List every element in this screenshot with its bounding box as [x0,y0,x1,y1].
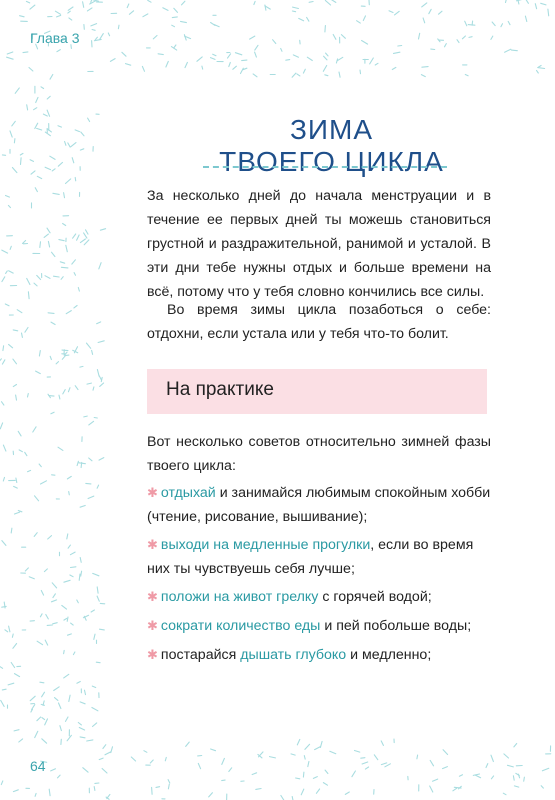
title-line-2: ТВОЕГО ЦИКЛА [219,146,444,177]
bullet-star-icon: ✱ [147,485,158,500]
bullet-star-icon: ✱ [147,537,158,552]
practice-intro: Вот несколько советов относительно зимней фазы твоего цикла: [147,434,491,474]
list-item [147,481,491,533]
tip-text-after: , если во время них ты чувствуешь себя лучше; [147,537,474,577]
bullet-star-icon: ✱ [147,589,158,604]
body-paragraph-1: За несколько дней до начала менструации и в течение ее первых дней ты можешь становиться грустной и раздражительной, ранимой и усталой. В эти дни тебе нужны отдых и больше времени на всё, потому что у тебя словно кончились все силы. [147,188,491,300]
list-item [147,585,491,614]
page-number: 64 [30,758,46,774]
bullet-star-icon: ✱ [147,647,158,662]
title-line-1: ЗИМА [289,114,374,145]
practice-heading-box [147,369,487,414]
tip-highlight: сократи количество еды [160,618,321,634]
body-paragraph-2: Во время зимы цикла позаботься о себе: отдохни, если устала или у тебя что-то болит. [147,302,491,342]
chapter-label: Глава 3 [30,30,80,46]
tip-text-before: постарайся [160,647,241,663]
tip-text-after: и пей побольше воды; [320,618,472,634]
page-title [108,114,555,178]
tip-highlight: дышать глубоко [240,647,347,663]
tip-text-after: и занимайся любимым спокойным хобби (чтение, рисование, вышивание); [147,485,491,525]
practice-heading: На практике [166,379,274,400]
list-item [147,533,491,585]
tip-highlight: положи на живот грелку [160,589,319,605]
tip-text-after: с горячей водой; [318,589,432,605]
tip-highlight: выходи на медленные прогулки [160,537,371,553]
list-item [147,614,491,643]
tip-highlight: отдыхай [160,485,216,501]
bullet-star-icon: ✱ [147,618,158,633]
tips-list [147,481,491,667]
list-item [147,643,491,667]
title-underline [203,166,447,168]
tip-text-after: и медленно; [346,647,432,663]
